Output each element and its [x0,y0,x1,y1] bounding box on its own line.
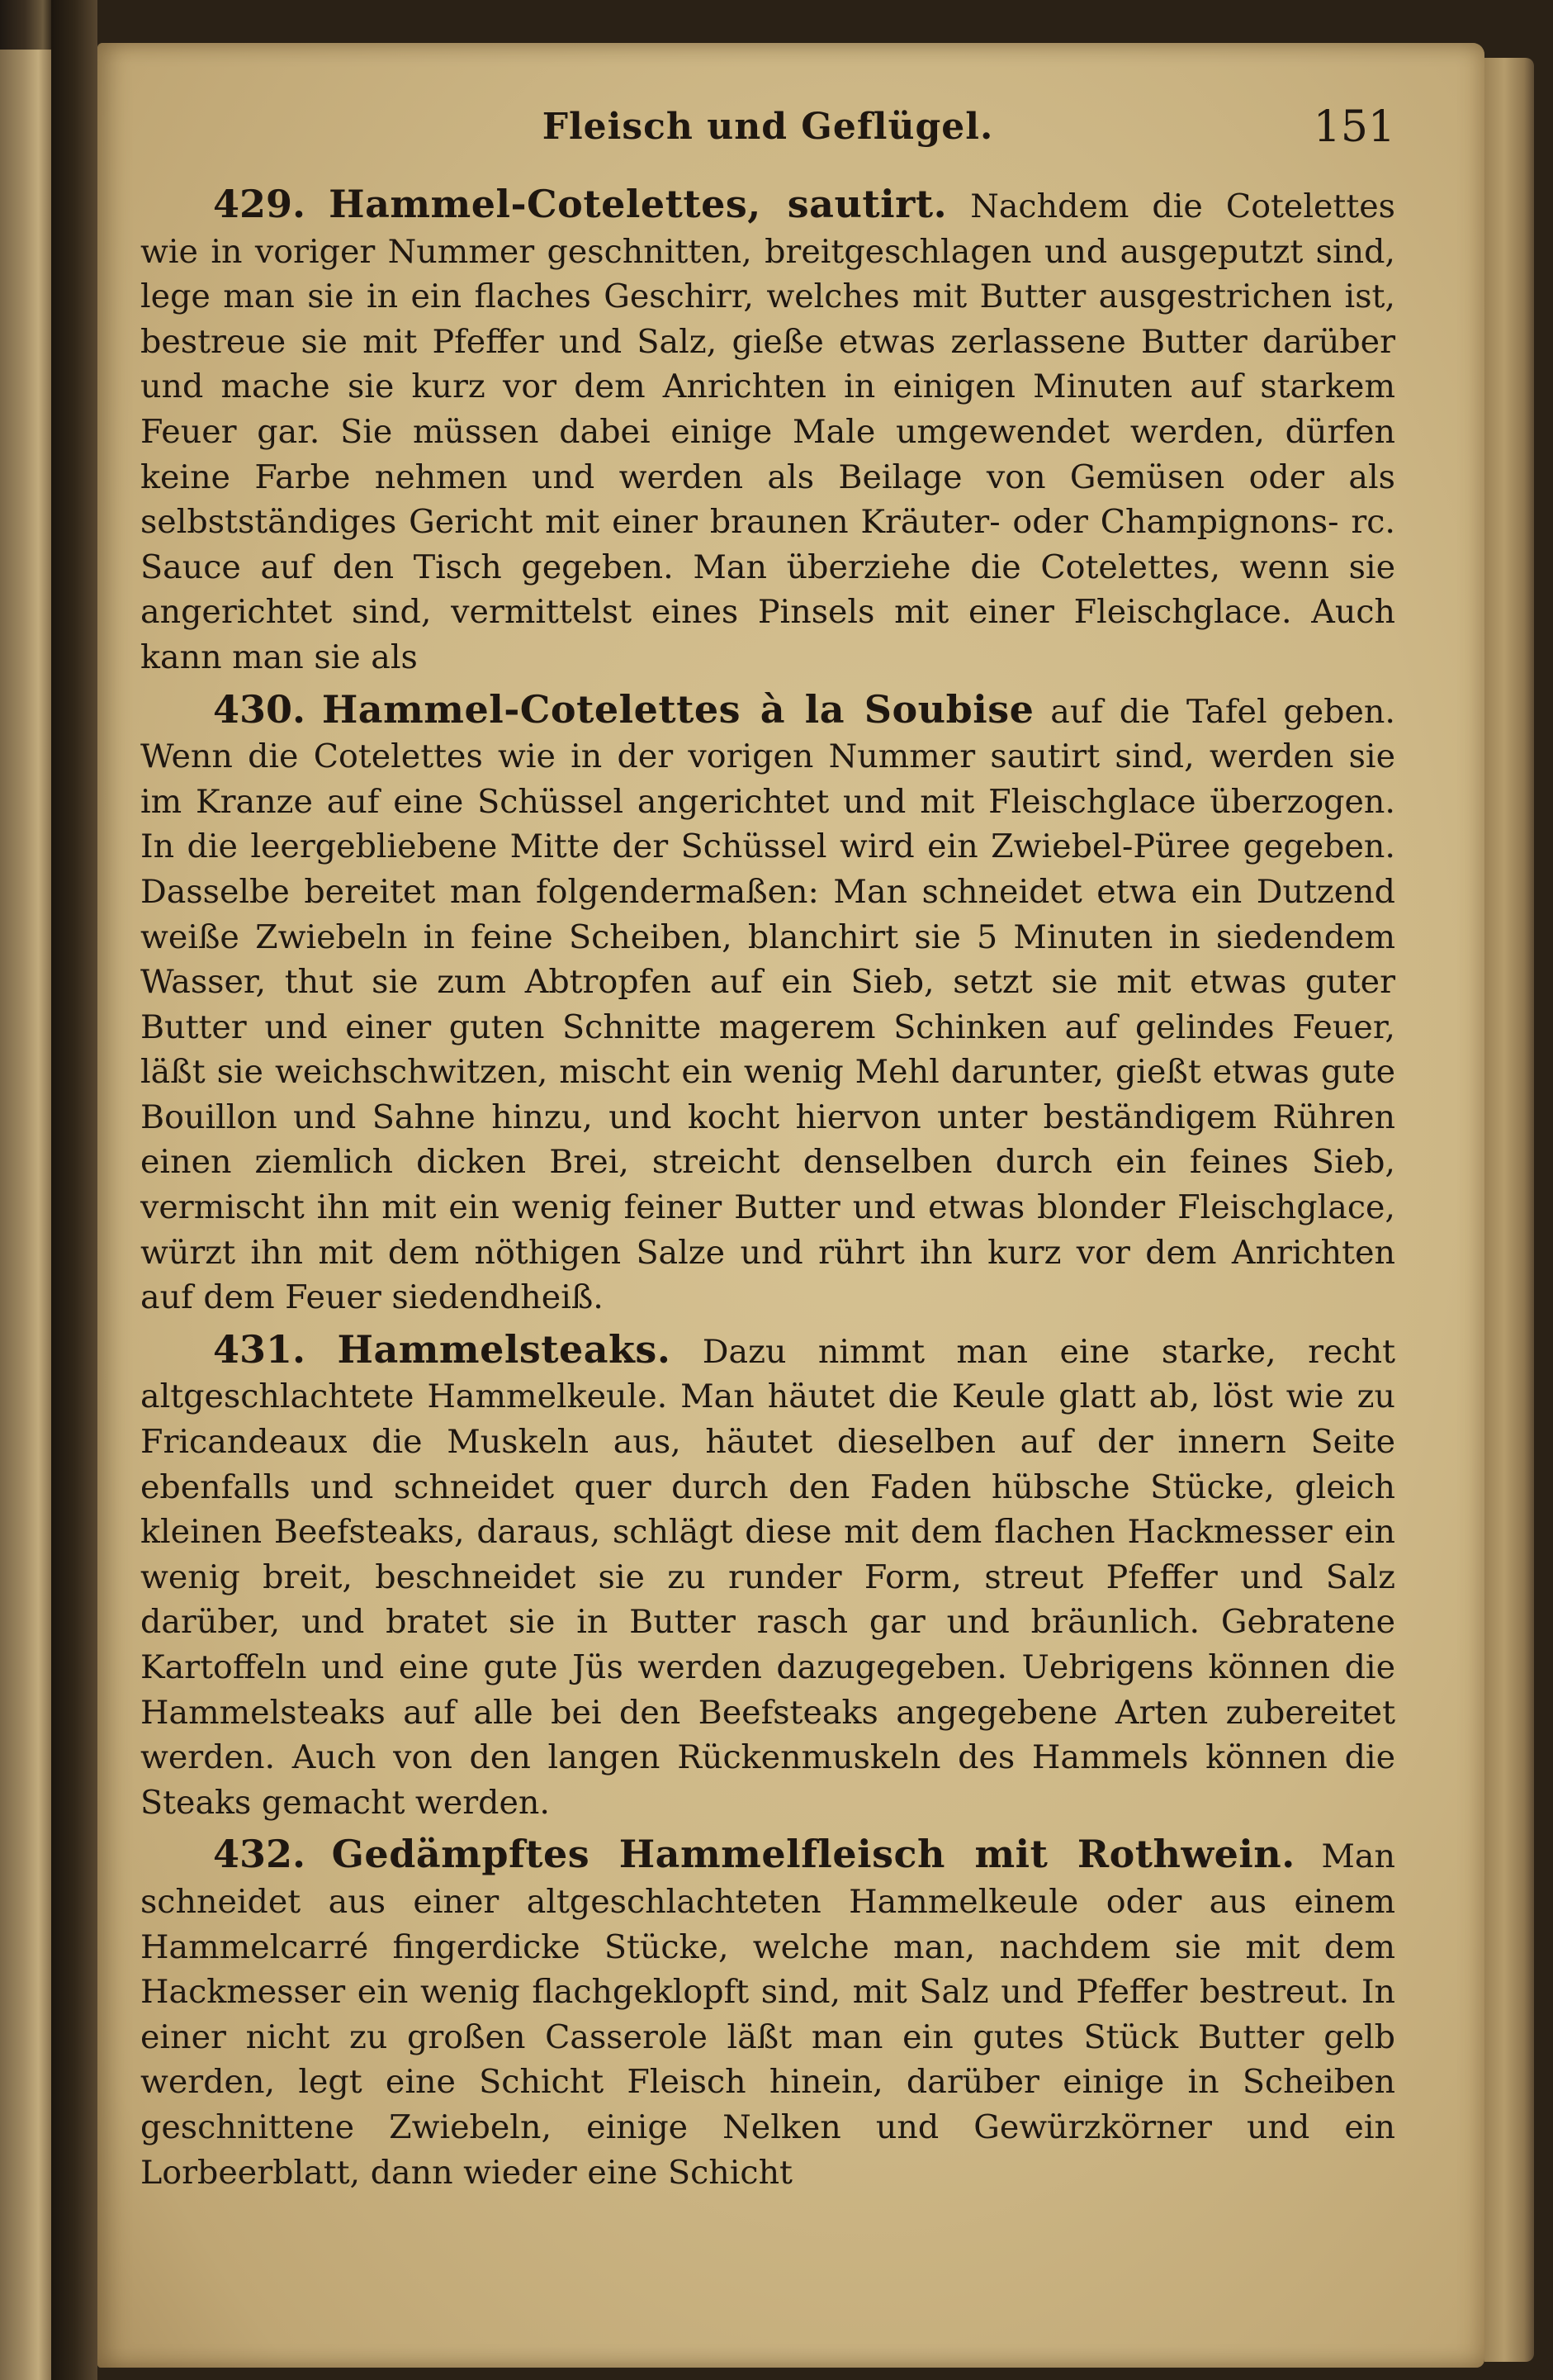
recipe-entry [140,182,1395,680]
recipe-paragraph [140,687,1395,1320]
recipe-entry [140,1832,1395,2195]
page-number: 151 [1313,102,1395,152]
recipe-text: Dazu nimmt man eine starke, recht altgeschlachtete Hammelkeule. Man häutet die Keule glatt ab, löst wie zu Fricandeaux die Muskeln aus, häutet dieselben auf der innern Seite ebenfalls und schneidet quer durch den Faden hübsche Stücke, gleich kleinen Beefsteaks, daraus, schlägt diese mit dem flachen Hackmesser ein wenig breit, beschneidet sie zu runder Form, streut Pfeffer und Salz darüber, und bratet sie in Butter rasch gar und bräunlich. Gebratene Kartoffeln und eine gute Jüs werden dazugegeben. Uebrigens können die Hammelsteaks auf alle bei den Beefsteaks angegebene Arten zubereitet werden. Auch von den langen Rückenmuskeln des Hammels können die Steaks gemacht werden. [140,1332,1395,1822]
recipe-number: 431. [213,1326,306,1372]
recipe-heading: Hammelsteaks. [337,1326,671,1372]
page-fore-edge [1484,58,1534,2362]
recipe-heading: Hammel-Cotelettes, sautirt. [329,182,948,226]
running-head [140,91,1395,182]
recipe-paragraph [140,1832,1395,2195]
recipe-entry [140,1327,1395,1826]
recipe-text: Nachdem die Cotelettes wie in voriger Nummer geschnitten, breitgeschlagen und ausgeputzt sind, lege man sie in ein flaches Geschirr, welches mit Butter ausgestrichen ist, bestreue sie mit Pfeffer und Salz, gieße etwas zerlassene Butter darüber und mache sie kurz vor dem Anrichten in einigen Minuten auf starkem Feuer gar. Sie müssen dabei einige Male umgewendet werden, dürfen keine Farbe nehmen und werden als Beilage von Gemüsen oder als selbstständiges Gericht mit einer braunen Kräuter- oder Champignons- rc. Sauce auf den Tisch gegeben. Man überziehe die Cotelettes, wenn sie angerichtet sind, vermittelst eines Pinsels mit einer Fleischglace. Auch kann man sie als [140,187,1395,676]
book-gutter [51,0,97,2380]
recipe-text: auf die Tafel geben. Wenn die Cotelettes wie in der vorigen Nummer sautirt sind, werden sie im Kranze auf eine Schüssel angerichtet und mit Fleischglace überzogen. In die leergebliebene Mitte der Schüssel wird ein Zwiebel-Püree gegeben. Dasselbe bereitet man folgendermaßen: Man schneidet etwa ein Dutzend weiße Zwiebeln in feine Scheiben, blanchirt sie 5 Minuten in siedendem Wasser, thut sie zum Abtropfen auf ein Sieb, setzt sie mit etwas guter Butter und einer guten Schnitte magerem Schinken auf gelindes Feuer, läßt sie weichschwitzen, mischt ein wenig Mehl darunter, gießt etwas gute Bouillon und Sahne hinzu, und kocht hiervon unter beständigem Rühren einen ziemlich dicken Brei, streicht denselben durch ein feines Sieb, vermischt ihn mit ein wenig feiner Butter und etwas blonder Fleischglace, würzt ihn mit dem nöthigen Salze und rührt ihn kurz vor dem Anrichten auf dem Feuer siedendheiß. [140,692,1395,1317]
recipe-paragraph [140,1327,1395,1826]
recipe-number: 430. [213,686,306,732]
left-page-edge [0,50,51,2380]
recipe-number: 429. [213,182,306,226]
recipe-text: Man schneidet aus einer altgeschlachteten Hammelkeule oder aus einem Hammelcarré fingerdicke Stücke, welche man, nachdem sie mit dem Hackmesser ein wenig flachgeklopft sind, mit Salz und Pfeffer bestreut. In einer nicht zu großen Casserole läßt man ein gutes Stück Butter gelb werden, legt eine Schicht Fleisch hinein, darüber einige in Scheiben geschnittene Zwiebeln, einige Nelken und Gewürzkörner und ein Lorbeerblatt, dann wieder eine Schicht [140,1837,1395,2192]
running-head-title: Fleisch und Geflügel. [542,106,994,148]
recipe-entry [140,687,1395,1320]
recipe-heading: Gedämpftes Hammelfleisch mit Rothwein. [331,1832,1295,1877]
recipe-heading: Hammel-Cotelettes à la Soubise [321,686,1035,732]
page-text-block [140,91,1395,2195]
recipe-number: 432. [213,1832,306,1877]
recipe-paragraph [140,182,1395,680]
